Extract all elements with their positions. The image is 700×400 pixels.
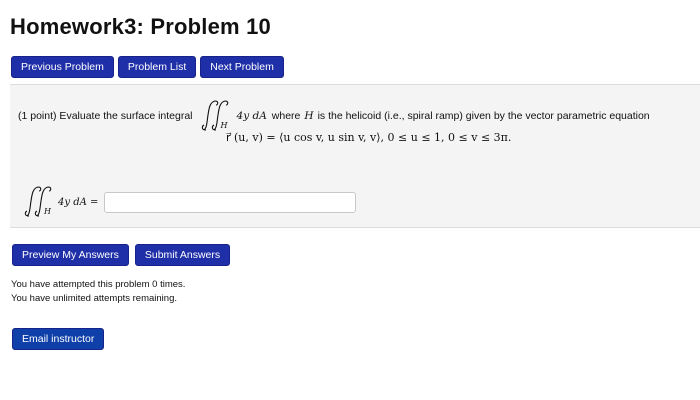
integral-subscript: H	[220, 121, 228, 130]
answer-row	[16, 185, 356, 219]
answer-actions	[12, 244, 230, 266]
problem-panel	[10, 84, 700, 228]
answer-lhs: 4y dA =	[58, 196, 99, 208]
submit-answers-button[interactable]: Submit Answers	[135, 244, 230, 266]
page-title: Homework3: Problem 10	[10, 14, 271, 39]
email-section	[12, 328, 104, 350]
next-problem-button[interactable]: Next Problem	[200, 56, 284, 78]
where-text: where	[271, 110, 301, 122]
answer-input[interactable]	[104, 192, 356, 213]
problem-intro-text: (1 point) Evaluate the surface integral	[18, 110, 193, 122]
attempts-remaining-text: You have unlimited attempts remaining.	[11, 293, 177, 304]
attempt-info	[11, 278, 185, 306]
answer-integral-symbol	[19, 185, 55, 219]
double-integral-symbol	[196, 99, 234, 133]
parametric-equation: r⃗ (u, v) = ⟨u cos v, u sin v, v⟩, 0 ≤ u ≤ 1, 0 ≤ v ≤ 3π.	[226, 131, 512, 144]
integrand: 4y dA	[236, 110, 267, 122]
preview-answers-button[interactable]: Preview My Answers	[12, 244, 129, 266]
attempts-made-text: You have attempted this problem 0 times.	[11, 279, 186, 290]
email-instructor-button[interactable]: Email instructor	[12, 328, 104, 350]
answer-integral-subscript: H	[44, 207, 51, 216]
previous-problem-button[interactable]: Previous Problem	[11, 56, 114, 78]
problem-navigation	[11, 56, 284, 78]
problem-description: is the helicoid (i.e., spiral ramp) given by the vector parametric equation	[317, 110, 650, 122]
problem-list-button[interactable]: Problem List	[118, 56, 196, 78]
surface-variable: H	[304, 110, 314, 122]
problem-statement	[18, 99, 650, 133]
